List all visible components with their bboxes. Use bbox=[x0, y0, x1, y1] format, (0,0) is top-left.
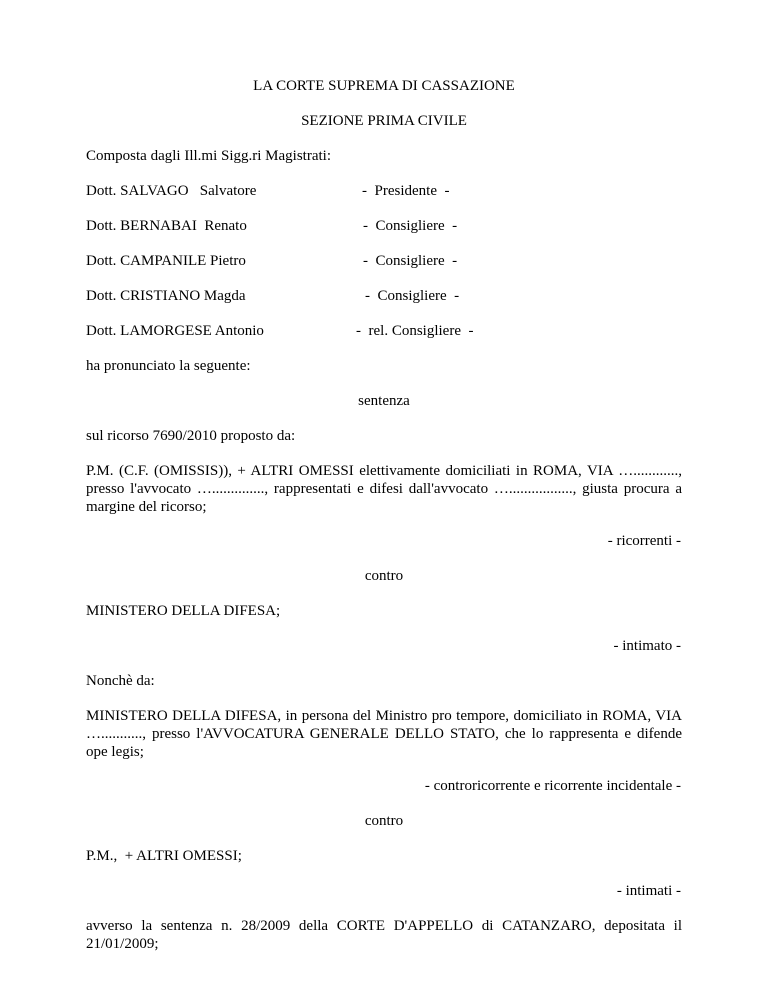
judge-name: Dott. CRISTIANO Magda bbox=[86, 288, 246, 304]
respondent-role: - intimato - bbox=[613, 638, 681, 654]
against-paragraph: avverso la sentenza n. 28/2009 della CORTE D'APPELLO di CATANZARO, depositata il 21/01/2009; bbox=[86, 918, 682, 952]
cross-appellant-paragraph: MINISTERO DELLA DIFESA, in persona del Ministro pro tempore, domiciliato in ROMA, VIA …..........., presso l'AVVOCATURA GENERALE DELLO STATO, che lo rappresenta e difende ope legis; bbox=[86, 708, 682, 760]
judge-name: Dott. CAMPANILE Pietro bbox=[86, 253, 246, 269]
nonche-text: Nonchè da: bbox=[86, 673, 155, 689]
judge-role: - Consigliere - bbox=[363, 218, 458, 234]
respondent-paragraph: P.M., + ALTRI OMESSI; bbox=[86, 848, 242, 864]
appeal-intro: sul ricorso 7690/2010 proposto da: bbox=[86, 428, 296, 444]
appellants-role: - ricorrenti - bbox=[607, 533, 681, 549]
section-title: SEZIONE PRIMA CIVILE bbox=[301, 113, 467, 129]
contro-heading: contro bbox=[364, 813, 404, 829]
pronounced-text: ha pronunciato la seguente: bbox=[86, 358, 251, 374]
respondent-role: - intimati - bbox=[616, 883, 681, 899]
composition-intro: Composta dagli Ill.mi Sigg.ri Magistrati: bbox=[86, 148, 331, 164]
cross-appellant-role: - controricorrente e ricorrente incidentale - bbox=[424, 778, 681, 794]
judge-role: - Consigliere - bbox=[365, 288, 460, 304]
appellants-paragraph: P.M. (C.F. (OMISSIS)), + ALTRI OMESSI elettivamente domiciliati in ROMA, VIA …............, presso l'avvocato ….............., rappresentati e difesi dall'avvocato …................., giusta procura a margine del ricorso; bbox=[86, 463, 682, 515]
judge-name: Dott. LAMORGESE Antonio bbox=[86, 323, 264, 339]
judge-role: - Consigliere - bbox=[363, 253, 458, 269]
contro-heading: contro bbox=[364, 568, 404, 584]
respondent-paragraph: MINISTERO DELLA DIFESA; bbox=[86, 603, 281, 619]
judge-role: - rel. Consigliere - bbox=[356, 323, 474, 339]
judge-name: Dott. BERNABAI Renato bbox=[86, 218, 247, 234]
sentenza-heading: sentenza bbox=[358, 393, 410, 409]
judge-name: Dott. SALVAGO Salvatore bbox=[86, 183, 257, 199]
court-title: LA CORTE SUPREMA DI CASSAZIONE bbox=[253, 78, 515, 94]
judge-role: - Presidente - bbox=[362, 183, 450, 199]
